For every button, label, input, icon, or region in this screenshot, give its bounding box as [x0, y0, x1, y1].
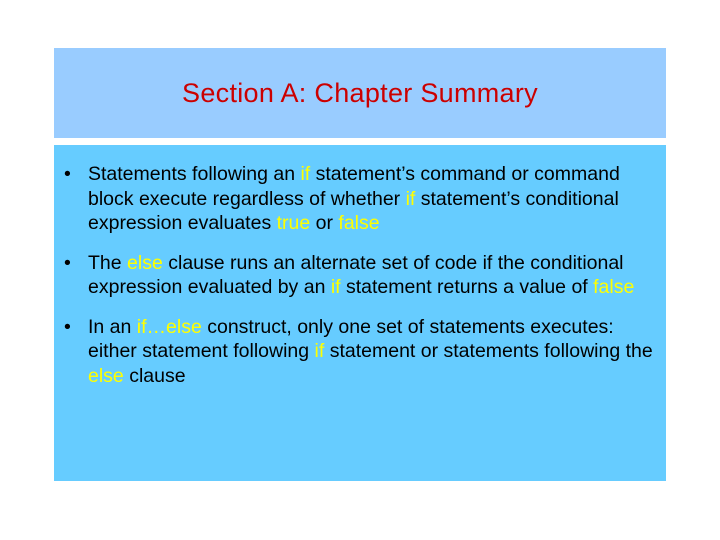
bullet-text-run: statement or statements following the: [324, 340, 653, 362]
keyword-text: if: [314, 340, 325, 362]
bullet-text: [88, 252, 634, 299]
bullet-text-run: In an: [88, 315, 137, 338]
bullet-text-run: construct, only one set of statements executes: either statement following: [88, 315, 614, 362]
bullet-icon: •: [64, 163, 71, 185]
bullet-text: [88, 163, 620, 234]
keyword-text: if: [300, 163, 311, 185]
bullet-text-run: The: [88, 251, 128, 274]
bullet-item: [64, 162, 658, 236]
bullet-text-run: statement’s conditional expression evaluates: [88, 187, 619, 234]
bullet-text-run: statement returns a value of: [340, 276, 594, 298]
keyword-text: false: [338, 212, 380, 234]
bullet-text-run: clause: [123, 364, 186, 387]
bullet-text-run: Statements following an: [88, 163, 301, 185]
bullet-icon: •: [64, 251, 71, 274]
keyword-text: if: [330, 276, 341, 298]
keyword-text: if…else: [136, 315, 202, 338]
keyword-text: true: [276, 212, 311, 234]
bullet-item: [64, 315, 658, 389]
keyword-text: else: [127, 251, 163, 274]
bullet-text-run: or: [310, 212, 339, 234]
bullet-text: [88, 316, 653, 387]
keyword-text: false: [593, 276, 635, 298]
title-banner: [54, 48, 666, 138]
bullet-icon: •: [64, 315, 71, 338]
keyword-text: if: [405, 187, 416, 210]
bullet-text-run: statement’s command or command block execute regardless of whether: [88, 163, 620, 210]
bullet-item: [64, 251, 658, 300]
bullet-text-run: clause runs an alternate set of code if the conditional expression evaluated by an: [88, 251, 624, 298]
slide-title: Section A: Chapter Summary: [182, 77, 538, 108]
summary-content: [54, 145, 666, 481]
keyword-text: else: [88, 364, 124, 387]
